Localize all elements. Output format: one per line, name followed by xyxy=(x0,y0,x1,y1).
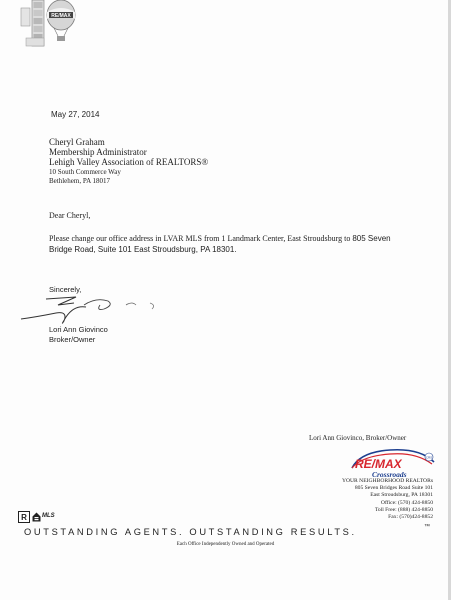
recipient-name: Cheryl Graham xyxy=(49,137,105,147)
svg-text:CRS: CRS xyxy=(425,455,433,460)
body-line-1-address: 805 Seven xyxy=(352,234,391,243)
salutation: Dear Cheryl, xyxy=(49,211,91,220)
footer-signer: Lori Ann Giovinco, Broker/Owner xyxy=(309,434,407,442)
signer-name: Lori Ann Giovinco xyxy=(49,325,108,334)
mls-label: MLS xyxy=(42,513,55,519)
remax-balloon-logo-icon xyxy=(18,0,80,50)
office-tagline: YOUR NEIGHBORHOOD REALTORs xyxy=(341,478,433,484)
body-line-1 xyxy=(49,234,391,243)
slogan: OUTSTANDING AGENTS. OUTSTANDING RESULTS. xyxy=(24,527,357,537)
closing: Sincerely, xyxy=(49,285,82,294)
recipient-address-line2: Bethlehem, PA 18017 xyxy=(49,177,110,185)
recipient-organization: Lehigh Valley Association of REALTORS® xyxy=(49,157,209,167)
svg-text:R: R xyxy=(21,513,27,522)
office-toll-free: Toll Free: (888) 424-8850 xyxy=(374,506,433,513)
letter-date: May 27, 2014 xyxy=(51,110,100,119)
office-fax: Fax: (570)424-8852 xyxy=(388,514,433,521)
office-address1: 805 Seven Bridges Road Suite 101 xyxy=(354,485,433,492)
handwritten-signature xyxy=(16,291,176,327)
mls-icons xyxy=(18,511,58,523)
body-line-2: Bridge Road, Suite 101 East Stroudsburg, PA 18301. xyxy=(49,245,237,254)
svg-text:RE/MAX: RE/MAX xyxy=(51,13,71,19)
office-phone: Office: (570) 424-8850 xyxy=(380,499,433,506)
trademark-symbol: ™ xyxy=(424,524,430,530)
independence-note: Each Office Independently Owned and Operated xyxy=(176,542,275,547)
equal-housing-icon xyxy=(32,512,41,522)
realtor-r-icon xyxy=(18,511,30,523)
recipient-title: Membership Administrator xyxy=(49,147,147,157)
office-contact-block xyxy=(342,478,433,521)
body-line-1-text: Please change our office address in LVAR MLS from 1 Landmark Center, East Stroudsburg to xyxy=(49,234,353,243)
svg-text:Crossroads: Crossroads xyxy=(372,470,407,479)
office-address2: East Stroudsburg, PA 18301 xyxy=(370,492,433,499)
signer-title: Broker/Owner xyxy=(49,335,96,344)
remax-crossroads-logo-icon xyxy=(350,446,436,480)
recipient-address-line1: 10 South Commerce Way xyxy=(49,168,121,176)
svg-text:RE/MAX: RE/MAX xyxy=(355,457,402,471)
